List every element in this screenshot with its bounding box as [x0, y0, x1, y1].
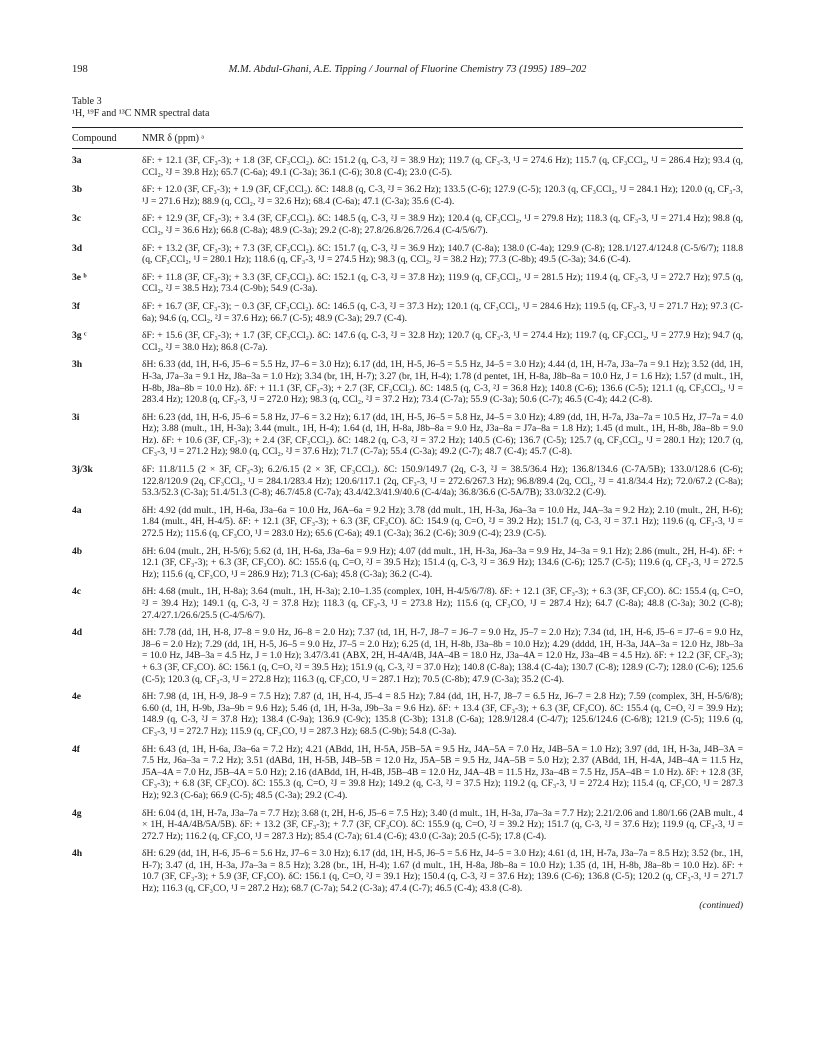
table-row — [72, 505, 743, 540]
nmr-data: δH: 6.23 (dd, 1H, H-6, J5–6 = 5.8 Hz, J7–6 = 3.2 Hz); 6.17 (dd, 1H, H-5, J6–5 = 5.8 Hz, J4–5 = 3.0 Hz); 4.89 (dd, 1H, H-7a, J3a–7a = 10.5 Hz, J7–7a = 4.0 Hz); 3.88 (mult., 1H, H-3a); 3.44 (mult., 1H, H-4); 1.64 (d, 1H, H-8a, J8b–8a = 9.0 Hz, J3a–8a = J7a–8a = 1.8 Hz); 1.45 (d mult., 1H, H-8b, J8a–8b = 9.0 Hz). δF: + 10.6 (3F, CF₃-3); + 2.4 (3F, CF₃CCl₂). δC: 148.2 (q, C-3, ²J = 37.2 Hz); 140.5 (C-6); 136.7 (C-5); 125.7 (q, CF₃CCl₂, ¹J = 280.1 Hz); 120.7 (q, CF₃-3, ¹J = 271.2 Hz); 98.0 (q, CCl₂, ²J = 37.6 Hz); 71.7 (C-7a); 55.4 (C-3a); 49.2 (C-7); 48.7 (C-4); 45.7 (C-8). — [142, 411, 743, 458]
table-body — [72, 155, 743, 895]
header-compound: Compound — [72, 132, 117, 144]
nmr-data: δF: 11.8/11.5 (2 × 3F, CF₃-3); 6.2/6.15 (2 × 3F, CF₃CCl₂). δC: 150.9/149.7 (2q, C-3, ²J = 38.5/36.4 Hz); 136.8/134.6 (C-7A/5B); 133.0/128.6 (C-6); 122.8/120.9 (2q, CF₃CCl₂, ¹J = 284.1/283.4 Hz); 120.6/117.1 (2q, CF₃-3, ¹J = 272.6/267.3 Hz); 96.8/89.4 (2q, CCl₂, ²J = 41.8/34.4 Hz); 72.0/67.2 (C-8a); 53.3/52.3 (C-3a); 51.4/51.3 (C-8); 46.7/45.8 (C-7a); 43.4/42.3/41.9/40.6 (C-4/4a); 36.8/36.6 (C-5A/7B); 33.0/32.2 (C-9). — [142, 464, 743, 499]
compound-label: 3j/3k — [72, 464, 93, 476]
compound-label: 4c — [72, 586, 82, 598]
nmr-data: δH: 6.04 (d, 1H, H-7a, J3a–7a = 7.7 Hz); 3.68 (t, 2H, H-6, J5–6 = 7.5 Hz); 3.40 (d mult., 1H, H-3a, J7a–3a = 7.7 Hz); 2.21/2.06 and 1.80/1.66 (2AB mult., 4 × 1H, H-4A/4B/5A/5B). δF: + 13.2 (3F, CF₃-3); + 7.7 (3F, CF₃CO). δC: 155.9 (q, C=O, ²J = 39.2 Hz); 151.7 (q, C-3, ²J = 37.6 Hz); 119.9 (q, CF₃-3, ¹J = 272.7 Hz); 116.2 (q, CF₃CO, ¹J = 287.3 Hz); 85.4 (C-7a); 61.4 (C-6); 43.0 (C-3a); 20.5 (C-5); 17.8 (C-4). — [142, 807, 743, 842]
compound-label: 3b — [72, 184, 83, 196]
table-row — [72, 546, 743, 581]
running-header — [72, 64, 743, 78]
compound-label: 3d — [72, 242, 83, 254]
nmr-data: δH: 6.43 (d, 1H, H-6a, J3a–6a = 7.2 Hz); 4.21 (ABdd, 1H, H-5A, J5B–5A = 9.5 Hz, J4A–5A = 7.0 Hz, J4B–5A = 1.0 Hz); 3.97 (dd, 1H, H-3a, J4B–3A = 7.5 Hz, J6a–3a = 7.2 Hz); 3.51 (dABd, 1H, H-5B, J4B–5B = 12.0 Hz, J5A–5B = 9.5 Hz, J4A–5B = 5.0 Hz); 2.37 (ABdd, 1H, H-4A, J4B–4A = 11.5 Hz, J5A–4A = 7.0 Hz, J5B–4A = 5.0 Hz); 2.16 (dABdd, 1H, H-4B, J5B–4B = 12.0 Hz, J4A–4B = 11.5 Hz, J3a–4B = 7.5 Hz, J5A–4B = 1.0 Hz). δF: + 12.8 (3F, CF₃-3); + 6.8 (3F, CF₃CO). δC: 155.3 (q, C=O, ²J = 39.8 Hz); 149.2 (q, C-3, ²J = 37.5 Hz); 119.2 (q, CF₃-3, ¹J = 272.4 Hz); 115.4 (q, CF₃CO, ¹J = 287.3 Hz); 92.3 (C-6a); 66.9 (C-5); 48.5 (C-3a); 29.2 (C-4). — [142, 743, 743, 801]
table-caption — [72, 96, 743, 120]
table-label: Table 3 — [72, 96, 102, 107]
nmr-data: δF: + 12.9 (3F, CF₃-3); + 3.4 (3F, CF₃CCl₂). δC: 148.5 (q, C-3, ²J = 38.9 Hz); 120.4 (q, CF₃CCl₂, ¹J = 279.8 Hz); 118.3 (q, CF₃-3, ¹J = 271.4 Hz); 98.8 (q, CCl₂, ²J = 36.6 Hz); 66.8 (C-8a); 48.9 (C-3a); 29.2 (C-8); 27.8/26.8/26.7/26.4 (C-4/5/6/7). — [142, 213, 743, 236]
table-row — [72, 155, 743, 178]
table-header-row — [72, 128, 743, 148]
table-row — [72, 272, 743, 295]
compound-label: 4f — [72, 743, 80, 755]
table-row — [72, 359, 743, 405]
nmr-data: δH: 4.68 (mult., 1H, H-8a); 3.64 (mult., 1H, H-3a); 2.10–1.35 (complex, 10H, H-4/5/6/7/8). δF: + 12.1 (3F, CF₃-3); + 6.3 (3F, CF₃CO). δC: 155.4 (q, C=O, ²J = 39.4 Hz); 149.1 (q, C-3, ²J = 37.8 Hz); 118.3 (q, CF₃-3, ¹J = 273.8 Hz); 115.6 (q, CF₃CO, ¹J = 287.4 Hz); 64.7 (C-8a); 48.8 (C-3a); 30.2 (C-8); 27.4/27.1/26.6/25.5 (C-4/5/6/7). — [142, 586, 743, 621]
compound-label: 4b — [72, 545, 83, 557]
table-row — [72, 184, 743, 207]
nmr-data: δH: 7.78 (dd, 1H, H-8, J7–8 = 9.0 Hz, J6–8 = 2.0 Hz); 7.37 (td, 1H, H-7, J8–7 = J6–7 = 9.0 Hz, J5–7 = 2.0 Hz); 7.34 (td, 1H, H-6, J5–6 = J7–6 = 9.0 Hz, J8–6 = 2.0 Hz); 7.29 (dd, 1H, H-5, J6–5 = 9.0 Hz, J7–5 = 2.0 Hz); 6.25 (d, 1H, H-8b, J3a–8b = 10.0 Hz); 4.29 (dddd, 1H, H-3a, J4A–3a = 12.0 Hz, J8b–3a = 10.0 Hz, J4B–3a = 4.5 Hz, J = 1.0 Hz); 3.47/3.41 (ABX, 2H, H-4A/4B, J4A–4B = 18.0 Hz, J3a–4A = 12.0 Hz, J3a–4B = 4.5 Hz). δF: + 12.2 (3F, CF₃-3); + 6.3 (3F, CF₃CO). δC: 156.1 (q, C=O, ²J = 39.5 Hz); 151.9 (q, C-3, ²J = 37.0 Hz); 140.8 (C-8a); 138.4 (C-4a); 130.7 (C-8); 128.9 (C-7); 128.0 (C-6); 125.6 (C-5); 120.3 (q, CF₃-3, ¹J = 272.8 Hz); 116.3 (q, CF₃CO, ¹J = 287.1 Hz); 70.5 (C-8b); 47.9 (C-3a); 35.2 (C-4). — [142, 627, 743, 685]
table-row — [72, 243, 743, 266]
compound-label: 3i — [72, 411, 80, 423]
table-row — [72, 586, 743, 621]
table-row — [72, 412, 743, 458]
table-row — [72, 330, 743, 353]
nmr-data: δF: + 16.7 (3F, CF₃-3); − 0.3 (3F, CF₃CCl₂). δC: 146.5 (q, C-3, ²J = 37.3 Hz); 120.1 (q, CF₃CCl₂, ¹J = 284.6 Hz); 119.5 (q, CF₃-3, ¹J = 271.7 Hz); 97.3 (C-6a); 94.6 (q, CCl₂, ²J = 37.6 Hz); 66.7 (C-5); 48.9 (C-3a); 29.7 (C-4). — [142, 300, 743, 324]
compound-label: 4g — [72, 807, 82, 819]
nmr-data: δF: + 11.8 (3F, CF₃-3); + 3.3 (3F, CF₃CCl₂). δC: 152.1 (q, C-3, ²J = 37.8 Hz); 119.9 (q, CF₃CCl₂, ¹J = 281.5 Hz); 119.4 (q, CF₃-3, ¹J = 272.7 Hz); 97.5 (q, CCl₂, ²J = 38.5 Hz); 73.4 (C-9b); 54.9 (C-3a). — [142, 271, 743, 295]
compound-label: 4a — [72, 504, 82, 516]
table-row — [72, 691, 743, 737]
page — [72, 64, 743, 911]
nmr-data: δF: + 12.0 (3F, CF₃-3); + 1.9 (3F, CF₃CCl₂). δC: 148.8 (q, C-3, ²J = 36.2 Hz); 133.5 (C-6); 127.9 (C-5); 120.3 (q, CF₃CCl₂, ¹J = 284.1 Hz); 120.0 (q, CF₃-3, ¹J = 271.6 Hz); 88.9 (q, CCl₂, ²J = 32.6 Hz); 68.4 (C-6a); 47.1 (C-3a); 35.6 (C-4). — [142, 184, 743, 207]
page-number: 198 — [72, 64, 88, 75]
table-row — [72, 301, 743, 324]
nmr-data: δF: + 15.6 (3F, CF₃-3); + 1.7 (3F, CF₃CCl₂). δC: 147.6 (q, C-3, ²J = 32.8 Hz); 120.7 (q, CF₃-3, ¹J = 274.4 Hz); 119.7 (q, CF₃CCl₂, ¹J = 277.9 Hz); 94.7 (q, CCl₂, ²J = 38.0 Hz); 86.8 (C-7a). — [142, 330, 743, 353]
table-title: ¹H, ¹⁹F and ¹³C NMR spectral data — [72, 108, 210, 119]
nmr-data: δH: 4.92 (dd mult., 1H, H-6a, J3a–6a = 10.0 Hz, J6A–6a = 9.2 Hz); 3.78 (dd mult., 1H, H-3a, J6a–3a = 10.0 Hz, J4A–3a = 9.2 Hz); 2.10 (mult., 2H, H-6); 1.84 (mult., 4H, H-4/5). δF: + 12.1 (3F, CF₃-3); + 6.3 (3F, CF₃CO). δC: 154.9 (q, C=O, ²J = 39.2 Hz); 151.7 (q, C-3, ²J = 37.1 Hz); 119.6 (q, CF₃-3, ¹J = 272.5 Hz); 115.6 (q, CF₃CO, ¹J = 283.0 Hz); 65.6 (C-6a); 49.1 (C-3a); 36.2 (C-6); 30.9 (C-4); 23.9 (C-5). — [142, 504, 743, 540]
nmr-data: δF: + 13.2 (3F, CF₃-3); + 7.3 (3F, CF₃CCl₂). δC: 151.7 (q, C-3, ²J = 36.9 Hz); 140.7 (C-8a); 138.0 (C-4a); 129.9 (C-8); 128.1/127.4/124.8 (C-5/6/7); 118.8 (q, CF₃CCl₂, ¹J = 280.1 Hz); 118.6 (q, CF₃-3, ¹J = 274.5 Hz); 98.3 (q, CCl₂, ²J = 38.2 Hz); 77.3 (C-8b); 49.5 (C-3a); 34.6 (C-4). — [142, 242, 743, 266]
table-row — [72, 808, 743, 843]
compound-label: 3g ᶜ — [72, 330, 87, 342]
nmr-data: δH: 6.04 (mult., 2H, H-5/6); 5.62 (d, 1H, H-6a, J3a–6a = 9.9 Hz); 4.07 (dd mult., 1H, H-3a, J6a–3a = 9.9 Hz, J4–3a = 9.1 Hz); 2.86 (mult., 2H, H-4). δF: + 12.1 (3F, CF₃-3); + 6.3 (3F, CF₃CO). δC: 155.6 (q, C=O, ²J = 39.5 Hz); 151.4 (q, C-3, ²J = 36.9 Hz); 134.6 (C-6); 125.7 (C-5); 119.6 (q, CF₃-3, ¹J = 272.5 Hz); 115.6 (q, CF₃CO, ¹J = 286.9 Hz); 71.3 (C-6a); 45.8 (C-3a); 36.2 (C-4). — [142, 545, 743, 580]
nmr-data: δH: 6.29 (dd, 1H, H-6, J5–6 = 5.6 Hz, J7–6 = 3.0 Hz); 6.17 (dd, 1H, H-5, J6–5 = 5.6 Hz, J4–5 = 3.0 Hz); 4.61 (d, 1H, H-7a, J3a–7a = 8.5 Hz); 3.52 (br., 1H, H-7); 3.47 (d, 1H, H-3a, J7a–3a = 8.5 Hz); 3.28 (br., 1H, H-4); 1.67 (d mult., 1H, H-8a, J8b–8a = 10.0 Hz); 1.35 (d, 1H, H-8b, J8a–8b = 10.0 Hz). δF: + 10.7 (3F, CF₃-3); + 5.9 (3F, CF₃CO). δC: 156.1 (q, C=O, ²J = 39.1 Hz); 150.4 (q, C-3, ²J = 37.6 Hz); 139.6 (C-6); 136.8 (C-5); 120.2 (q, CF₃-3, ¹J = 271.7 Hz); 116.3 (q, CF₃CO, ¹J = 287.2 Hz); 68.7 (C-7a); 54.2 (C-3a); 47.4 (C-7); 46.5 (C-4); 43.8 (C-8). — [142, 848, 743, 895]
compound-label: 3f — [72, 300, 80, 312]
table-row — [72, 744, 743, 802]
table-row — [72, 464, 743, 499]
header-nmr: NMR δ (ppm) ᵃ — [142, 132, 205, 144]
compound-label: 4e — [72, 691, 82, 703]
compound-label: 4d — [72, 627, 83, 639]
nmr-data: δF: + 12.1 (3F, CF₃-3); + 1.8 (3F, CF₃CCl₂). δC: 151.2 (q, C-3, ²J = 38.9 Hz); 119.7 (q, CF₃-3, ¹J = 274.6 Hz); 115.7 (q, CF₃CCl₂, ¹J = 286.4 Hz); 93.4 (q, CCl₂, ²J = 39.8 Hz); 65.7 (C-6a); 49.1 (C-3a); 36.1 (C-6); 30.8 (C-4); 23.0 (C-5). — [142, 155, 743, 178]
nmr-data: δH: 7.98 (d, 1H, H-9, J8–9 = 7.5 Hz); 7.87 (d, 1H, H-4, J5–4 = 8.5 Hz); 7.84 (dd, 1H, H-7, J8–7 = 6.5 Hz, J6–7 = 2.8 Hz); 7.59 (complex, 3H, H-5/6/8); 6.60 (d, 1H, H-9b, J3a–9b = 9.6 Hz); 5.46 (d, 1H, H-3a, J9b–3a = 9.6 Hz). δF: + 13.4 (3F, CF₃-3); + 6.3 (3F, CF₃CO). δC: 155.4 (q, C=O, ²J = 39.9 Hz); 148.9 (q, C-3, ²J = 37.8 Hz); 138.4 (C-9a); 136.9 (C-9c); 135.8 (C-3b); 131.8 (C-6a); 128.9/128.4 (C-4/7); 125.6/124.6 (C-6/8); 121.9 (C-5); 119.6 (q, CF₃-3, ¹J = 272.7 Hz); 115.9 (q, CF₃CO, ¹J = 287.3 Hz); 68.5 (C-9b); 54.8 (C-3a). — [142, 691, 743, 737]
table-header-rule — [72, 148, 743, 149]
compound-label: 3c — [72, 213, 82, 225]
compound-label: 3h — [72, 359, 83, 371]
table-row — [72, 213, 743, 236]
compound-label: 4h — [72, 848, 83, 860]
compound-label: 3e ᵇ — [72, 271, 87, 283]
table-row — [72, 848, 743, 894]
journal-citation: M.M. Abdul-Ghani, A.E. Tipping / Journal of Fluorine Chemistry 73 (1995) 189–202 — [228, 64, 587, 75]
table-row — [72, 627, 743, 685]
compound-label: 3a — [72, 155, 82, 166]
nmr-data: δH: 6.33 (dd, 1H, H-6, J5–6 = 5.5 Hz, J7–6 = 3.0 Hz); 6.17 (dd, 1H, H-5, J6–5 = 5.5 Hz, J4–5 = 3.0 Hz); 4.44 (d, 1H, H-7a, J3a–7a = 9.1 Hz); 3.52 (dd, 1H, H-3a, J7a–3a = 9.1 Hz, J8a–3a = 1.0 Hz); 3.34 (br, 1H, H-7); 3.27 (br, 1H, H-4); 1.78 (d pentet, 1H, H-8a, J8b–8a = 10.0 Hz, J = 1.6 Hz); 1.57 (d mult., 1H, H-8b, J8a–8b = 10.0 Hz). δF: + 11.1 (3F, CF₃-3); + 2.7 (3F, CF₃CCl₂). δC: 148.5 (q, C-3, ²J = 36.8 Hz); 140.8 (C-6); 136.6 (C-5); 121.1 (q, CF₃CCl₂, ¹J = 283.4 Hz); 120.8 (q, CF₃-3, ¹J = 272.0 Hz); 98.3 (q, CCl₂, ²J = 37.2 Hz); 73.4 (C-7a); 55.9 (C-3a); 50.6 (C-7); 46.5 (C-4); 44.2 (C-8). — [142, 359, 743, 406]
continued-note: (continued) — [699, 900, 743, 911]
